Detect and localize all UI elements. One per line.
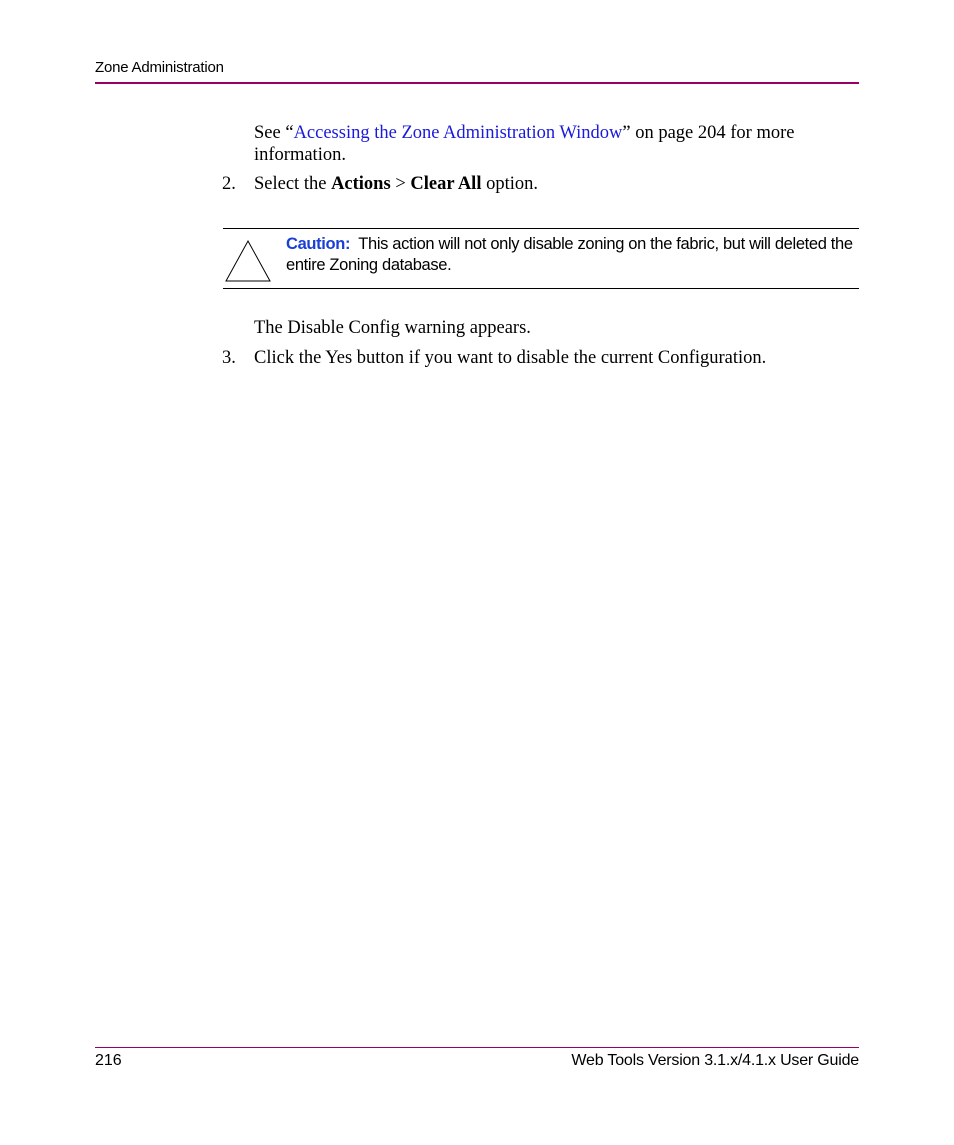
see-prefix: See “ <box>254 123 294 143</box>
cross-reference-link[interactable]: Accessing the Zone Administration Window <box>293 123 623 143</box>
running-header: Zone Administration <box>95 59 224 76</box>
step-number: 2. <box>222 174 236 194</box>
step-number: 3. <box>222 348 236 368</box>
caution-body: This action will not only disable zoning on the fabric, but will deleted the entire Zoning database. <box>286 235 853 274</box>
page-number: 216 <box>95 1052 122 1069</box>
step-suffix: option. <box>481 174 538 194</box>
step-text <box>254 174 538 196</box>
header-rule <box>95 82 859 84</box>
menu-separator: > <box>390 174 411 194</box>
see-reference-paragraph <box>254 123 854 166</box>
caution-top-rule <box>223 228 859 229</box>
footer-rule <box>95 1047 859 1048</box>
caution-note <box>286 234 861 276</box>
see-suffix: ” on page 204 for more information. <box>254 123 795 165</box>
caution-label: Caution: <box>286 235 351 253</box>
step-prefix: Select the <box>254 174 332 194</box>
menu-clear-all-label: Clear All <box>410 174 482 194</box>
step-text: Click the Yes button if you want to disable the current Configuration. <box>254 348 767 368</box>
caution-bottom-rule <box>223 288 859 289</box>
result-paragraph: The Disable Config warning appears. <box>254 318 531 338</box>
warning-triangle-icon <box>224 239 272 283</box>
menu-actions-label: Actions <box>331 174 391 194</box>
document-title: Web Tools Version 3.1.x/4.1.x User Guide <box>571 1052 859 1069</box>
